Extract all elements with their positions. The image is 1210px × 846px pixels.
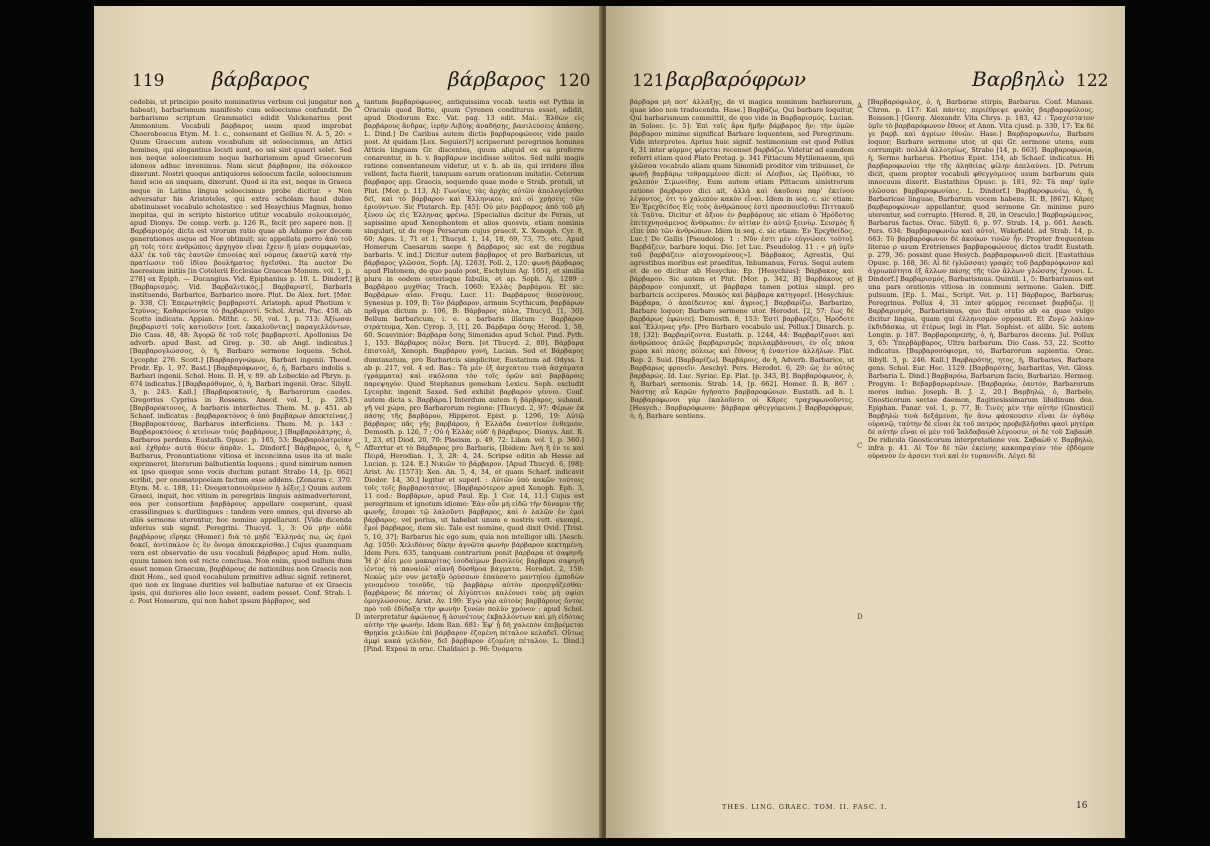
page-number-120: 120 <box>558 71 591 91</box>
page-number-122: 122 <box>1076 71 1109 91</box>
column-text: [Βαρβαρόφυλος, ὁ, ἡ, Barbarae stirpis, Barbarus. Conf. Manass. Chron. p. 117: Καὶ πάντες περιέθρεψε φυλὰς βαρβαροφύλους. Boisson.] [Georg. Alexandr. Vita Chrys. p. 183, 42 : Τραχέστατον ὑμῖν τὸ βαρβαρόφωνον ἔθνος et Anon. Vita cjusd. p. 330, 17: Ἐκ δὲ γε βαρβ. καὶ ἀγρίων ἐθνῶν. Hase.] Βαρβαροφωνέω, Barbare loquor; Barbaro sermone utor, ut qui Gr. sermone utens, eum corrumpit: πολλὰ ἀλλοτρίως, Strabo [14, p. 663]. Βαρβαροφωνία, ἡ, Sermo barbarus. Photius Epist. 154, ab Schaef. indicatus. Hi βαρβαροφωνίαι τὴν τῆς ἀληθείας φίλην ἀπελαύνει. [D. Petrum dicit, quem propter vocabuli φθεγγόμενος usum barbarum quis innocuum dixerit. Eustathius Opusc. p. 181, 92: Τὰ παρ' ὑμῖν γλῶσσαι βαρβαροφωνίαις. L. Dindorf.] Βαρβαροφωνέω, ὁ, ἡ, Barbaricae linguae, Barbarum vocem habens. II. B, [867]. Κᾶρες βαρβαροφώνων appellantur, quod sermone Gr. minime puro uterentur, sed corrupto. [Hered. 8, 20, in Oraculo.] Βαρβαρώμενος, Barbarus factus. Orac. Sibyll. 6, p. 97. Strab. 14, p. 661. Aesch. Pers. 634: Βαρβαροφωνέω καὶ αὐτοὶ, Wakefield. ad Strab. 14, p. 663: Τὸ βαρβαρόφωνον δὲ ἀκούων τινῶν ἦν. Propter frequentem literae ρ usum Eretrienses βαρβαροφώνους dictos tradit Eustath. p. 279, 36: possint quae Hesych. βαρβαροφωνοῦ dicit. [Eustathius Opusc. p. 168, 36: Αἱ δὲ (γλῶσσαι) γραφὲς τοῦ βαρβαρόφωνον καὶ ἀγριωπότητα ἐξ ἄλλων πάσης τῆς τῶν ἄλλων γλώσσης ἔχουσι. L. Dindorf.] Βαρβαρισμός, Barbarismus. Quintil. 1, 5: Barbarismus est una pars orationis vitiosa in communi sermone. Galen. Diff. pulsuum. [Ep. 1. Mai., Script. Vet. p. 11] Βάρβαρος, Barbarus; Peregrinus. Pollux 4, 31 inter φύρμος recenset βαρβάζω. || Βαρβαρισμός, Barbarismus, quo fluit oratio ab ea quae vulgo dicitur lingua, quam qui ἑλληνισμὸν opposuit. Et Ζυγῷ λαλίαν ἐκδιδάσκω, ut ἑτέρως legi in Plat. Sophist. et alibi. Sic autem Longin. p. 187. Βαρβαροπρεπής, ὁ, ἡ, Barbaros decens. Jul. Pollux 3, 65: Ὑπερβάρβαρος, Ultra barbarum. Dio Cass. 53, 22. Scotto indicatus. [Βαρβαροσόφισμα, τό, Barbarorum sapientia. Orac. Sibyll. 3, p. 246. Kall.] Βαρβαρότης, ητος, ἡ, Barbaries, Barbara gens. Schol. Eur. Hec. 1129. [Βαρβαρότης, barbaritas, Vet. Gloss. Barbaria L. Dind.] Βαρβαρόω, Barbarum facio, Barbarizo. Hermog. Progym. 1: Βεβαρβαρωμένων. [Βαρβαρόω, ἑαυτόν, Barbarorum mores induo. Joseph. B. J. 2, 20.] Βαρβηλώ, ὁ, Barbelo, Gnosticorum sectae daemon, flagitiosissimarum libidinum dea. Epiphan. Panar. vol. 1, p. 77, B: Τινὲς μὲν τὴν αὐτὴν (Gnostici) Βαρβηλὼ τινὰ δεξάμενοι, ἣν ἄνω φάσκουσιν εἶναι ἐν ὀγδόῳ οὐρανῷ, ταύτην δὲ εἶναι ἐκ τοῦ πατρὸς προβεβλῆσθαι φασὶ μητέρα δὲ αὐτὴν εἶναι οἱ μὲν τοῦ Ἰαλδαβαὼθ λέγουσιν, οἱ δὲ τοῦ Σαβαώθ. De ridicula Gnosticorum interpretatione vox. Σαβαὼθ v. Βαρβηλώ, infra p. 41. Αἱ Τὸν δὲ τῶν ἐκείνης κακοπραγίαν τὸν ἑβδόμον οὐρανὸν ἐν ἀρσενι τινὶ καὶ ἐν τυραννίδι. Λέγει δὲ <box>868 98 1094 461</box>
left-page-column-1 <box>130 98 352 798</box>
column-text: βάρβαρα μὴ ποτ' ἀλλάξῃς, de vi magica nominum barbarorum, quae ideo non traducenda. Hase.] Βαρβάζω, Qui barbare loquitur, Qui barbarismum committit, de quo vide in Βαρβαρισμός. Lucian. in Soloec. [c. 5]: Ἐπὶ τοῖς ἄρα ἥμῆν βάρβαρος ἤν; τὴν ὑμῶν βάρβαρον minime significat Barbare loquentem, sed Peregrinum. Vide interpretes. Aprius huic signif. testimonium est quod Pollux 4, 31 inter φύρμος φέρεται recenset βαρβάζω. Videtur ad eamdem referri etiam quod Plato Protag. p. 341 Pittacum Mytilenaeum, qui γλῶσσα vocabulo aliam quam Simonidi proditor vim tribuisset, ἐν φωνῇ βαρβάρῳ τεθραμμένον dicit: οἱ Λέσβιοι, ὡς Πρόδικε, τὸ χαλεπὸν Σιμωνίδης. Eum autem etiam Pittacum sinistrorum ratione βάρβαρον dici ait, ἀλλὰ καὶ ἀκοῦσαι παρ' ἐκείνου λέγοντος, ὅτι τὸ χαλεπὸν κακὸν εἶναι. Idem in seq. c. sic etiam: Ἐν Ἐρεχθείδος Εἰς τοὺς ἀνθρώπους ἐστὶ προσποιεῖσθαι Πιττακοῦ τὰ Ταῦτα. Dicitur et ἄξιον ἐν βαρβάρους sic etiam ὁ Ἡρόδοτος ἐπιτεχνησάμενος ἄνθρωποι: ἐν αἰτίαν ἐν αὐτῷ ξεινίῳ. Σεισμὸς ἢ εἴπε ὑπὸ τῶν ἀνθρώπων. Idem in seq. c. sic etiam: Ἐν Ἐρεχθείδος. Luc.] De Gallis [Pseudolog. 1 : Νῦν ἐστι μὲν εὐγνώσει τοῦτο]. Βαρβάζειν, barbare loqui. Dio. [et Luc. Pseudolog. 11 : « μὴ ὑμῖν τοῦ βαρβάζειν αἰσχυνομένους»]. Βάρβακος, Agrestis, Qui agrestibus moribus est praeditus, Inhumanus, Ferus. Sequi autem et de eo dicitur ab Hesychio: Ep. [Hesychius]: Βάρβακος καὶ βάρβαρον. Sic autem et Plut. [Mor. p. 342, B] Βαρβάκους et βάρβαρον conjunxit, ut βάρβαρα tamen potius simpl. pro barbaricis acciperes. Μαυκὸς καὶ βάρβαρα κατηγορεῖ. [Hesychius: Βάρβαρα, ὁ ἀπαίδευτος καὶ ἄγριος.] Βαρβαρίζω, Barbarizo, Barbare loquor; Barbaro sermone utor. Herodot. [2, 57: ἕως δὲ βαρβάρως ἐφώνεε]. Demosth. 8, 153: Ἐστὶ βαρβαρίζει, Ἡρόδοτε καὶ Ἕλληνας γῆν. [Pro Barbaro vocabulo usi. Pollux.] Dinarch. p. 18, [32]: Βαρβαρίζοντα. Eustath. p. 1244, 44: Βαρβαρίζουσι καὶ ἀνθρώπους ἁπλῶς βαρβαρισμῶς περιλαμβάνουσι, ἐν οἷς πάσα χώρα καὶ πάσης πόλεως καὶ ἔθνους ἡ ἐναντίον ἀλλήλων. Plat. Rep. 2. Suid. [Βαρβαρίζω]. Βαρβάροις, de ἡ, Adverb. Barbarice, ut Βαρβάρως φρονεῖν. Aeschyl. Pers. Herodot. 6, 29: ὡς ἐν αὐτὸς βαρβαρώς. Id. Luc. Syriac. Ep. Plat. [p. 343, B]. Βαρβαρόφωνος, ὁ, ἡ, Barbari sermonis. Strab. 14, [p. 662]. Homer. Il. B, 867 : Νάστης αὖ Καρῶν ἡγήσατο βαρβαροφώνων. Eustath. ad h. l. Βαρβαρόφωνοι γὰρ ἐκαλοῦντο οἱ Κᾶρες τραχυφωνοῦντες. [Hesych.: Βαρβαρόφωνοι· βάρβαρα φθεγγόμενοι.] Βαρβαρόφρων, ὁ, ἡ, Barbare sentiens. <box>630 98 854 420</box>
page-number-119: 119 <box>132 71 165 91</box>
book-spread <box>94 6 1125 838</box>
signature-mark: 16 <box>1076 801 1088 811</box>
right-page-column-2 <box>868 98 1094 798</box>
page-footer: THES. LING. GRAEC. TOM. II. FASC. I. <box>722 803 888 811</box>
column-text: cedebis, ut principio posito nominativus verbum cui jungatur non habeat), barbarismum manifesto cum soloecismo confundit. De barbarismo scriptum Grammatici edidit Valckenarius post Ammonium. Vocabuli βάρβαρος usum quod improbat Choeroboscus Etym. M. 1. c., consonant et Gellius N. A. 5, 20: « Quum Graecum autem vocabulum sit soloecismus, an Attici homines, qui elegantius locuti sunt, eo usi sint quaeri solet. Sed nos neque soloecismum neque barbarismum apud Graecorum idoneos adhuc invenimus. Nam sicut βάρβαρον, ita σόλοικον dixerunt. Nostri quoque antiquiores soloecum facile, soloecismum haud scio an unquam, dixerunt. Quod si ita est, neque in Graeca neque in Latina lingua soloecismus probe dicitur. » Non adversatur his Aristoteles, qui extra scholam haud dubie abstinuisset vocabulo scholastico : sed Hesychius Magnus, homo inepitas, qui in scripto historico utitur vocabulo σολοικισμός, apud Dionys. De comp. verb. p. 126 R., fecit pro sapere non. || Βαρβαρισμός dicta est virorum ratio quae ab Adamo per decem generationes usque ad Noe obtinuit; sic appellata porro ἀπὸ τοῦ μὴ τοῖς τότε ἀνθρώποις ἀρχηγὸν εἶναι ἔχειν ἢ μίαν συμφωνίαν, ἀλλ' ἐκ τοῦ τὰς ἑαυτῶν ἐπινοίας καὶ νόμους ἑκαστῷ κατὰ τὴν πρατίωσιν τοῦ ἰδίου βουλήματος ἡγεῖσθαι. Ita auctor De haeresium initiis [in Cotelerii Ecclesiae Graecae Monum. vol. 1, p. 278] ex Epiph. — Ducangius. Vid. Epiphanius p. 10. L. Dindorf.] [Βαρβαρισμός. Vid. Βαρβαλιτικός.] Βαρβαριστί, Barbaris instituendo, Barbarice, Barbarico more. Plut. De Alex. fort. [Mor. p. 338, C]: Ἐπερωτηθεὶς βαρβαριστί. Aristoph. apud Photium v. Στρύνος; Καθαρεύοντα τὸ βαρβαριστί. Schol. Arist. Pac. 458. ab Scotto indicata. Appian. Mithr. c. 50, vol. 1, p. 713: Ἀξίωσαι βαρβαριστί τοῖς κατιοῦσιν [cet. ἐκκαλοῦντας] παραγελλόντων, Dio Cass. 48, 48: Ἀγορῷ δὲ τοῦ τοῖς βαρβαριστί. Apollonius De adverb. apud Bast. ad Greg. p. 30. ab Angl. indicatus.] [Βαρβαρογλώσσος, ὁ, ἡ, Barbaro sermone loquens. Schol. Lycophr. 276. Scott.] [Βαρβαρογνώμων, Barbari ingenii. Theod. Prodr. Ep. 1, 97. Bast.] [Βαρβαρόφωνος, ὁ, ἡ, Barbaro indolis s. Barbari ingenii. Schol. Hom. II. H, v. 89. ab Lobeckio ad Phryn. p. 674 indicatus.] [Βαρβαρόθυμος, ὁ, ἡ, Barbari ingenii. Orac. Sibyll. 3, p. 243. Kall.] [Βαρβαροκτονίς, ἡ, Barbarorum caedes. Gregorius Cyprius in Rossens. Anecd. vol. 1, p. 285.] [Βαρβαρόκτονος, A barbaris interfectus. Them. M. p. 451. ab Schaef. indicatus : βαρβαροκτόνος ὁ ὑπὸ βαρβάρων ἀπεκτείνας.] [Βαρβαροκτόνος, Barbaros interficiens. Them. M. p. 143 : Βαρβαροκτόνος ὁ κτείνων τοὺς βαρβάρους.] [Βαρβαρολάτρης, ὁ, Barbaros perdens. Eustath. Opusc. p. 165, 53: Βαρβαρολατρείαν καὶ ἐχθρὰν αυτὰ θύειν ἀπρᾶν. L. Dindorf.] Βάρβαρος, ὁ, ἡ, Barbarus, Pronuntiatione vitiosa et inconcinna usus ita ut male exprimeret, literarum balbutientia loquens ; quod nimirum nomen ex ipso quoque sono vocis ductum putant Strabo 14, [p. 662] scribit, per onomatopoeiam factum esse addens. [Zonaras c. 370. Etym. M. c. 188, 11: Ὀνοματοποιούμενον ἡ λέξις.] Quum autem Graeci, inquit, hoc vitium in peregrinis linguis animadverterent, eos per consortium βαρβάρους appellare coeperunt, quasi crassilingues s. durilingues : tandem vero omnes, qui diverso ab aliis sermone uterentur, hoc nomine appellarunt. [Vide dicenda inferius sub signif. Peregrini. Thucyd. 1, 3: Οὐ μὴν οὐδὲ βαρβάρους εἴρηκε (Homer.) διὰ τὸ μηδὲ Ἕλληνάς πω, ὡς ἐμοὶ δοκεῖ, ἀντίπαλον ἐς ἓν ὄνομα ἀποκεκρίσθαι.] Cujus quamquam vera est observatio de usu vocabuli βάρβαρος apud Hom. nullo, quum tamen non est recte conclusa. Non enim, quod nullum dum esset nomen Graecum, βαρβάρους de nationibus non Graecis non dixit Hom., sed quod vocabulum primitive adhuc signif. retineret, quo non ex linguae durities vel balbutiae naturae et ex Graecis ipsis, qui duriores alio loco essent, eadem posset. Conf. Strab. l. c. Post Homerum, qui non habet ipsum βάρβαρος, sed <box>130 98 352 605</box>
headword-right: Βαρβηλὼ <box>972 67 1065 91</box>
headword-left: βάρβαρος <box>212 67 309 91</box>
margin-letter-a: A <box>355 102 361 110</box>
margin-letter-c: C <box>355 442 361 450</box>
right-page-column-1 <box>630 98 854 798</box>
right-page <box>606 6 1125 838</box>
left-page-column-2 <box>364 98 584 798</box>
margin-letter-d: D <box>355 613 361 621</box>
margin-letter-b: B <box>355 276 361 284</box>
left-page <box>94 6 602 838</box>
page-number-121: 121 <box>632 71 665 91</box>
margin-letter-b: B <box>857 276 863 284</box>
headword-left: βαρβαρόφρων <box>666 67 806 91</box>
margin-letter-a: A <box>857 102 863 110</box>
headword-center: βάρβαρος <box>448 67 545 91</box>
column-text: tantum βαρβαρόφωνος, antiquissima vocab. testis est Pythia in Oraculo quod Batto, quum Cyrenen conditurus esset, edidit, apud Diodorum Exc. Vat. pag. 13 edit. Mai.: Ἐλθὼν εἰς βαρβάρους ἄνδρας, ἱερὴν Λιβύης ἀναδήσῃς, βασιλεύσεις ἀπάσης. L. Dind.] De Caribus autem dictis βαρβαροφώνοις vide paulo post. At quidam [Lex. Seguieri?] scripserunt peregrinos homines Atticis linguam Gr. discentes, quum aliquid ex ea proferre conarentur, in h. v. βαρβάρων incidisse solitos. Sed mihi magis ratione consentaneum videtur, ut v. h. ab iis, qui irridere illos vellent, facta fuerit, tanquam earum orationum imitatio. Ceterum βάρβαρος app. Graecis, sequendo quae modo e Strab. protuli, ut Plut. [Mor. p. 113, A]: Γωνίαις τὰς ἀρχὰς αὐτῶν ἀπολογείσθαι δεῖ, καὶ τὸ βάρβαρον καὶ Ἑλληνικόν, καὶ οἱ χρήσεις τῶν ἐριούντων. Sic Plutarch. Ep. [45]: Οὐ μὲν βάρβαρος ἀπὸ τοῦ μὴ ξένου ὡς εἰς Ἑλληνας φρένω. [Specialius dicitur de Persis, ut sapissime apud Xenophontem et alios quosvis, etiam nominis singulari, ut de rege Persarum cujus praecit. X. Xenoph. Cyr. 8, 60; Ages. 1, 71 et 1; Thucyd. 1, 14, 18, 69, 73, 75, etc. Apud Homerum Caesarum saepe ἡ βάρβαρος sic est de regibus barbaris. V. ind.] Dicitur autem βάρβαρος et pro Barbaricus, ut βάρβαρος γλῶσσα, Soph. [Aj. 1263]. Poll. 2, 120: φωνὴ βάρβαρος apud Platonem, de quo paulo post, Eschylum Ag. 1051, et similia plura in eodem ceterisque fabulis, et ap. Soph. Aj. 1289 : Βαρβάρου μυχθίας Trach. 1060: Ἑλλὰς βαρβάρου. Et sic: Βαρβάρων αἶαν. Frequ. Lucr. 11: Βαρβάρους θεοσύνους. Synesius p. 109, B: Τὸν βάρβαρον, armum Scythicum, βαρβάρων πρᾶγμα dictum p. 106, B: Βάρβαρος πύλα, Thucyd. [1, 30]. Bellum barbaricum, i. e. a barbaris illatum : Βαρβάρον στράτευμα, Xen. Cyrop. 3, [1], 26. Βάρβαρα ὅσης Herod. 1, 58, 60. Scaevinior: Βάρβαρα ὅσης Simonides apud Schol. Pind. Pyth. 1, 153. Βάρβαρος πόλις Bern. [et Thucyd. 2, 80]. Βάρβαρα ἐπιστολή, Xenoph. Βαρβάρου γυνή, Lucian. Sed et Βάρβαρος dumtaxatum, pro Barbaricis simpliciter, Eustatium ad Odyss. 1 ab p. 217, vol. 4 ed. Bas.: Τὰ μὲν ἐξ ἀσχεάτου τινὰ ἀσχάματα (γράμματα) καὶ σκόλοπα τὸν τοῖς ὀρῶν καὶ βαρβάροις παρεψηγὸν. Quod Stephanus gemebam Lexicu. Soph. excludit Lycophr. ingenit Saxed. Sed exhibit βαρβαρόν γέννοι. Conf. autem dicta s. Βαρβάρα.] Interdum autem ἡ βάρβαρος, subaud. γῆ vel χώρα, pro Barbarorum regione: [Thucyd. 2, 97: Φέρων ἐκ πάσης τῆς βαρβάρου, Hipperot. Epist. p. 1296, 19: Αὐτῷ βάρβαρος πᾶς γῆς βαρβάρου, ἡ Ἑλλάδα ἐναντίον ἐνθεμιόν, Demosth. p. 126, 7 ; Οὐ ἡ Ἑλλὰς οὐδ' ἡ βάρβαρος. Dionys. Ant. R. 1, 23, et] Diod. 20, 70: Plaeism. p. 49, 72: Liban. vol. 1, p. 360.] Afferrtur et τὸ Βάρβαρος pro Barbaris, [Ibidem: Ἀνὴ ἢ ἐν τε καὶ Πειρᾶ, Herodian. 1, 3, 28: 4, 24. Scripse editio ab Hesse ad Lucian. p. 124. E.] Νικιῶν τὸ βάρβαρον. [Apud Thucyd. 6, [98]: Arist. Av. [1573]: Xen. An. 5, 4, 34, et quam Scharf. indicavit Diodor. 14, 30.] legitur et superl. : Αὐτῶν ὑπὸ κακῶν τούτοις τοῖς τοῖς βαρβαροτάτοις. [Βαρβαρότερον apud Xenoph. Eph. 3, 11 cod.: Βαρβάρων, apud Paul. Ep. 1 Cor. 14, 11.] Cujus est peregrinum et ignotum idiomo: Ἐὰν οὖν μὴ εἰδῶ τὴν δύναμιν τῆς φωνῆς, ἔσομαι τῷ λαλοῦντι βάρβαρος, καὶ ὁ λαλῶν ἐν ἐμοὶ βάρβαρος. vel porius, ut habebat unum e nostris vett. exempl., ἔμοὶ βάρβαρος, item sic. Tale est nomine, quod dixit Ovid. [Trist. 5, 10, 37]: Barbarus hic ego sum, quia non intelligor ulli. [Aesch. Ag. 1050: Χελιδόνος δίκην ἀγνῶτα φωνὴν βάρβαρον κεκτημένη. Idem Pers. 635, tanquam contrarium ponit βάρβαρα et σαφηνῆ: Ἦ ῥ' ἀΐει μου μακαρίτας ἰσοδαίμων βασιλεὺς βάρβαρα σαφηνῆ ἱέντος τὰ παναίολ' αἰανῆ δύσθροα βάγματα. Herodot. 2, 158: Νεκὼς μὲν νυν μεταξὺ ὀρύσσων ἐπαύσατο μαντηίου ἐμποδὼν γενομένου τοιοῦδε, τῷ βαρβάρῳ αὐτὸν προεργάζεσθαι· βαρβάρους δὲ πάντας οἱ Αἰγύπτιοι καλέουσι τοὺς μὴ σφίσι ὁμογλώσσους. Arist. Av. 199: Ἐγὼ γὰρ αὐτοὺς βαρβάρους ὄντας πρὸ τοῦ ἐδίδαξα τὴν φωνὴν ξυνὼν πολὺν χρόνον : apud Schol. interpretatur ἀφώνους ἢ ἀσυνέτους ἐκβαλλόντων καὶ μὴ εἰδότας αὐτὴν τὴν φωνήν. Idem Ran. 681: Ἐφ' ᾗ δὴ χαλεπὸν ἐπιβρέμεται Θρῃκία χελιδὼν ἐπὶ βάρβαρον ἑζομένη πέταλον κελαδεῖ. Οὕτως ἀμφὶ κακὰ γελιδόν, δεῖ βάρβαρον ἑζομένη πέταλον. L. Dind.] [Pind. Exposi in orac. Chaldaici p. 96: Ὀνόματα <box>364 98 584 654</box>
margin-letter-c: C <box>857 442 863 450</box>
margin-letter-d: D <box>857 613 863 621</box>
